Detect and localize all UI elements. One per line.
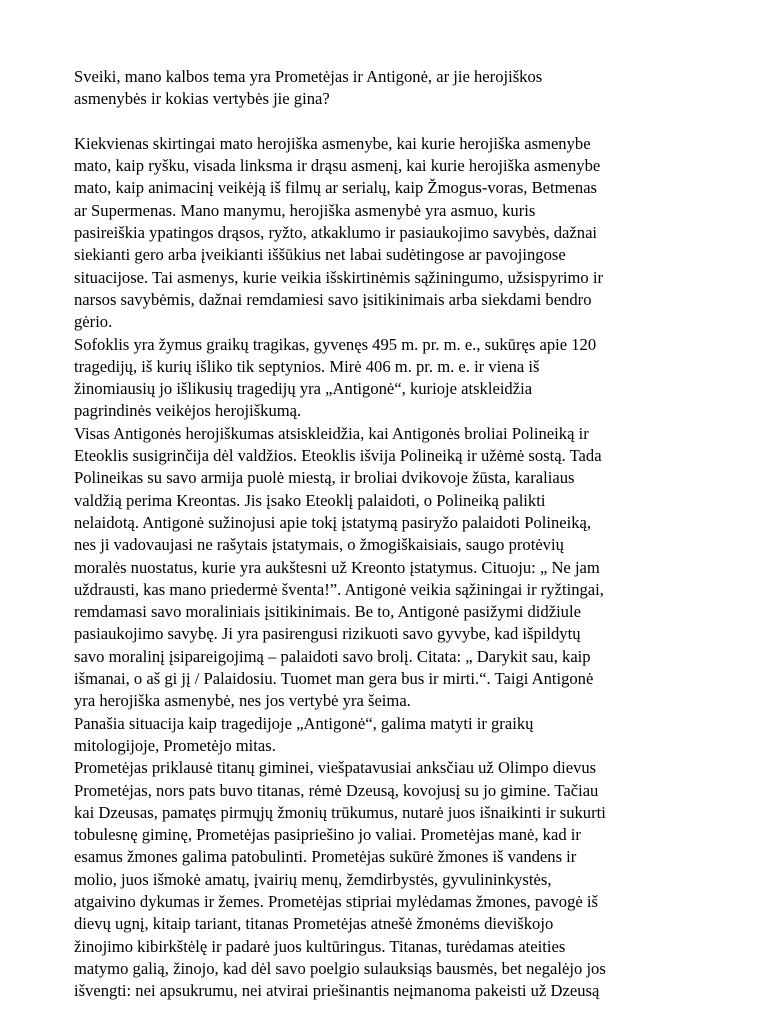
paragraph-prometheus: Prometėjas priklausė titanų giminei, viešpatavusiai anksčiau už Olimpo dievus Prometėjas, nors pats buvo titanas, rėmė Dzeusą, kovojusį su jo gimine. Tačiau kai Dzeusas, pamatęs pirmųjų žmonių trūkumus, nutarė juos išnaikinti ir sukurti tobulesnę giminę, Prometėjas pasipriešino jo valiai. Prometėjas manė, kad ir esamus žmones galima patobulinti. Prometėjas sukūrė žmones iš vandens ir molio, juos išmokė amatų, įvairių menų, žemdirbystės, gyvulininkystės, atgaivino dykumas ir žemes. Prometėjas stipriai mylėdamas žmones, pavogė iš dievų ugnį, kitaip tariant, titanas Prometėjas atnešė žmonėms dieviškojo žinojimo kibirkštėlę ir padarė juos kultūringus. Titanas, turėdamas ateities matymo galią, žinojo, kad dėl savo poelgio sulauksiąs bausmės, bet negalėjo jos išvengti: nei apsukrumu, nei atvirai priešinantis neįmanoma pakeisti už Dzeusą: [74, 758, 606, 1001]
paragraph-myth-comparison: Panašia situacija kaip tragedijoje „Antigonė“, galima matyti ir graikų mitologijoje, Prometėjo mitas.: [74, 713, 534, 755]
document-page: [74, 66, 694, 1002]
paragraph-heroic-personality: Kiekvienas skirtingai mato herojiška asmenybe, kai kurie herojiška asmenybe mato, kaip ryšku, visada linksma ir drąsu asmenį, kai kurie herojiška asmenybe mato, kaip animacinį veikėją iš filmų ar serialų, kaip Žmogus-voras, Betmenas ar Supermenas. Mano manymu, herojiška asmenybė yra asmuo, kuris pasireiškia ypatingos drąsos, ryžto, atkaklumo ir pasiaukojimo savybės, dažnai siekianti gero arba įveikianti iššūkius net labai sudėtingose ar pavojingose situacijose. Tai asmenys, kurie veikia išskirtinėmis sąžiningumo, užsispyrimo ir narsos savybėmis, dažnai remdamiesi savo įsitikinimais arba siekdami bendro gėrio.: [74, 133, 603, 332]
intro-paragraph: Sveiki, mano kalbos tema yra Prometėjas ir Antigonė, ar jie herojiškos asmenybės ir kokias vertybės jie gina?: [74, 67, 543, 109]
paragraph-spacer: [74, 111, 694, 133]
paragraph-sophocles: Sofoklis yra žymus graikų tragikas, gyvenęs 495 m. pr. m. e., sukūręs apie 120 tragedijų, iš kurių išliko tik septynios. Mirė 406 m. pr. m. e. ir viena iš žinomiausių jo išlikusių tragedijų yra „Antigonė“, kurioje atskleidžia pagrindinės veikėjos herojiškumą.: [74, 334, 597, 421]
paragraph-antigone-heroism: Visas Antigonės herojiškumas atsiskleidžia, kai Antigonės broliai Polineiką ir Eteoklis susigrinčija dėl valdžios. Eteoklis išvija Polineiką ir užėmė sostą. Tada Polineikas su savo armija puolė miestą, ir broliai dvikovoje žūsta, karaliaus valdžią perima Kreontas. Jis įsako Eteoklį palaidoti, o Polineiką palikti nelaidotą. Antigonė sužinojusi apie tokį įstatymą pasiryžo palaidoti Polineiką, nes ji vadovaujasi ne rašytais įstatymais, o žmogiškaisiais, saugo protėvių moralės nuostatus, kurie yra aukštesni už Kreonto įstatymus. Cituoju: „ Ne jam uždrausti, kas mano priedermė šventa!”. Antigonė veikia sąžiningai ir ryžtingai, remdamasi savo moraliniais įsitikinimais. Be to, Antigonė pasižymi didžiule pasiaukojimo savybę. Ji yra pasirengusi rizikuoti savo gyvybe, kad išpildytų savo moralinį įsipareigojimą – palaidoti savo brolį. Citata: „ Darykit sau, kaip išmanai, o aš gi jį / Palaidosiu. Tuomet man gera bus ir mirti.“. Taigi Antigonė yra herojiška asmenybė, nes jos vertybė yra šeima.: [74, 423, 604, 711]
